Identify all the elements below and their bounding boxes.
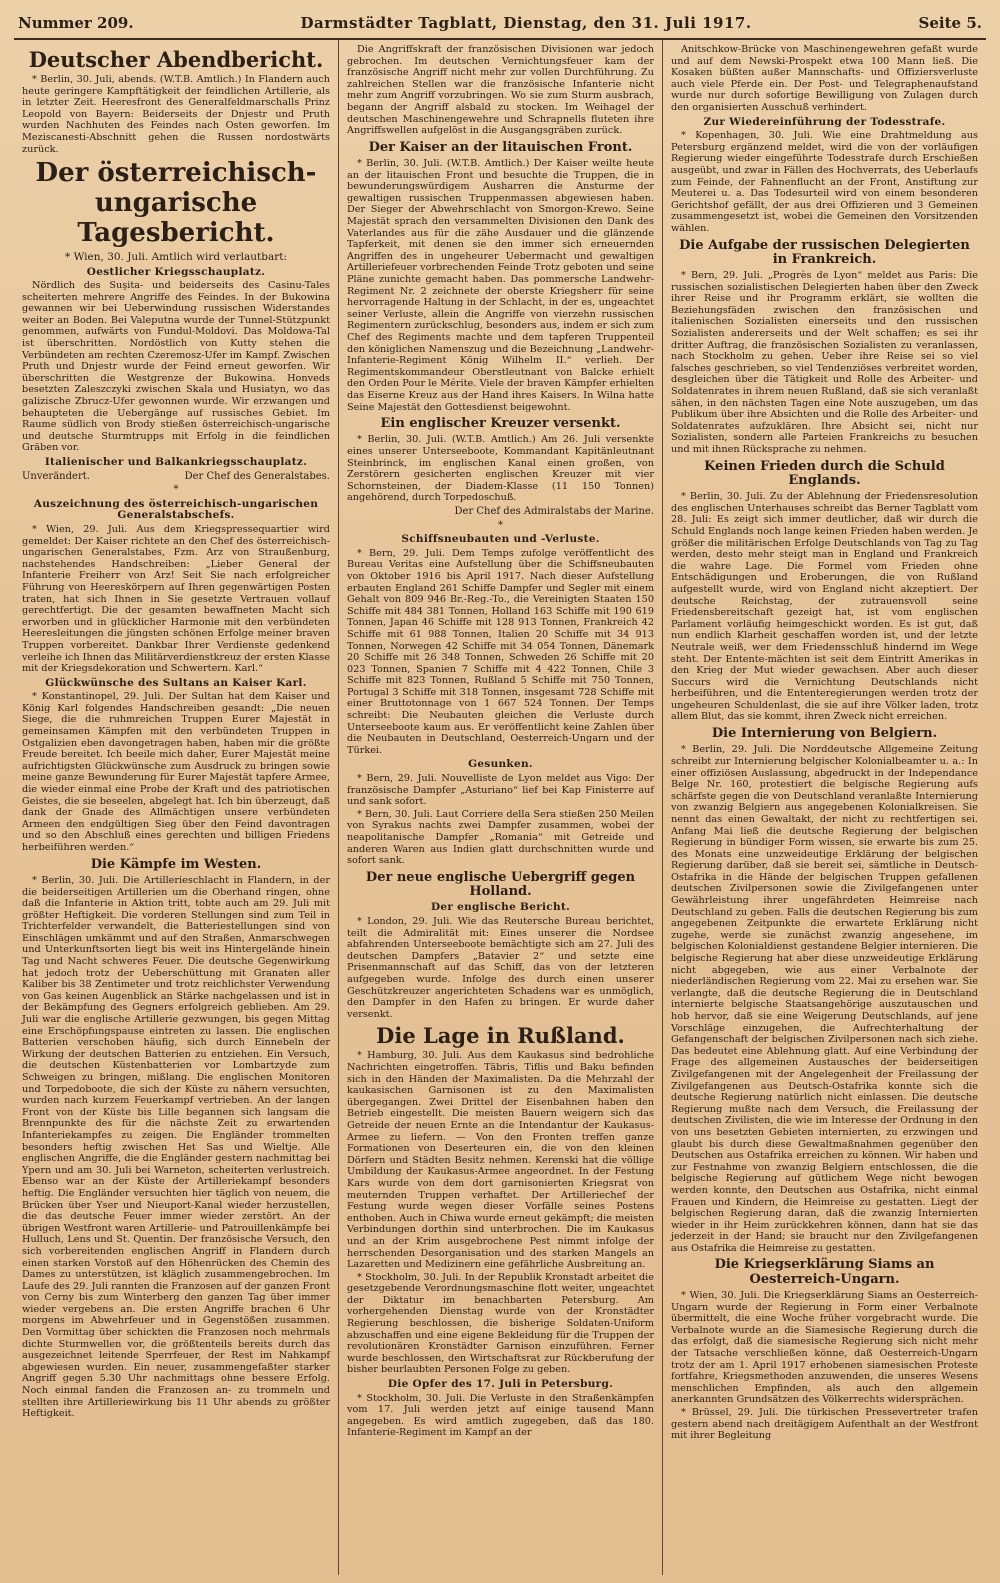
signature-admiralstab: Der Chef des Admiralstabs der Marine. xyxy=(454,505,654,517)
article-gesunken-romania: * Bern, 30. Juli. Laut Corriere della Sera stießen 250 Meilen von Syrakus nachts zwei Dampfer zusammen, wobei der neapolitanische Dampfer „Romania“ mit Getreide und anderen Waren aus Indien glatt durchschnitten wurde und sofort sank. xyxy=(347,808,654,867)
separator-star: * xyxy=(173,484,179,496)
article-lage-russland: * Hamburg, 30. Juli. Aus dem Kaukasus sind bedrohliche Nachrichten eingetroffen. Täbris, Tiflis und Baku befinden sich in den Händen der Maximalisten. Da die Mehrzahl der kaukasischen Garnisonen ist zu den Maximalisten übergegangen. Zwei Drittel der Eisenbahnen haben den Betrieb eingestellt. Die meisten Bauern weigern sich das Getreide der neuen Ernte an die Intendantur der Kaukasus-Armee zu liefern. — Von den Fronten treffen ganze Formationen von Deserteuren ein, die von den kleinen Dörfern und Städten Besitz nehmen. Kerenski hat die völlige Umbildung der Kaukasus-Armee angeordnet. In der Festung Kars wurde von dem dort garnisonierten Kriegsrat von meuternden Truppen verhaftet. Der Artilleriechef der Festung wurde wegen dieser Vorfälle seines Postens enthoben. Auch in Chiwa wurde erneut gekämpft; die meisten Verbindungen dorthin sind unterbrochen. Die im Kaukasus und an der Krim ausgebrochene Pest nimmt infolge der herrschenden Desorganisation und des starken Mangels an Lazaretten und Medizinern eine gefährliche Ausbreitung an. xyxy=(347,1050,654,1271)
column-left xyxy=(14,40,338,1575)
signature-row xyxy=(22,471,330,483)
article-columns xyxy=(14,40,986,1575)
article-schiffsneubauten: * Bern, 29. Juli. Dem Temps zufolge veröffentlicht des Bureau Veritas eine Aufstellung über die Schiffsneubauten von Oktober 1916 bis April 1917. Nach dieser Aufstellung erbauten England 261 Schiffe Dampfer und Segler mit einem Gehalt von 809 946 Br.-Reg.-To., die Vereinigten Staaten 150 Schiffe mit 484 381 Tonnen, Holland 163 Schiffe mit 190 619 Tonnen, Japan 46 Schiffe mit 128 913 Tonnen, Frankreich 42 Schiffe mit 61 988 Tonnen, Italien 20 Schiffe mit 34 913 Tonnen, Norwegen 42 Schiffe mit 34 054 Tonnen, Dänemark 20 Schiffe mit 26 348 Tonnen, Schweden 26 Schiffe mit 20 023 Tonnen, Spanien 7 Schiffe mit 4 422 Tonnen, Chile 3 Schiffe mit 823 Tonnen, Rußland 5 Schiffe mit 750 Tonnen, Portugal 3 Schiffe mit 318 Tonnen, insgesamt 728 Schiffe mit einer Bruttotonnage von 1 667 524 Tonnen. Der Temps schreibt: Die Neubauten gleichen die Verluste durch Unterseeboote kaum aus. Er veröffentlicht keine Zahlen über die Neubauten in Deutschland, Oesterreich-Ungarn und der Türkei. xyxy=(347,547,654,756)
headline-schiffsneubauten: Schiffsneubauten und -Verluste. xyxy=(401,533,600,546)
article-continuation-petersburg: Anitschkow-Brücke von Maschinengewehren gefaßt wurde und auf dem Newski-Prospekt etwa 100 Mann ließ. Die Kosaken büßten außer Mannschafts- und Offiziersverluste auch viele Pferde ein. Der Post- und Telegraphenaufstand wurde nur durch sofortige Bewilligung von Zulagen durch den organisierten Ausschuß verhindert. xyxy=(671,44,978,113)
masthead xyxy=(14,10,986,40)
article-kaiser-litauen: * Berlin, 30. Juli. (W.T.B. Amtlich.) Der Kaiser weilte heute an der litauischen Front und besuchte die Truppen, die in bewunderungswürdigem Ausharren die Ansturme der gewaltigen russischen Truppenmassen abgewiesen haben. Der Sieger der Abwehrschlacht von Smorgon-Krewo. Seine Majestät sprach den versammelten Divisionen den Dank des Vaterlandes aus für die zähe Ausdauer und die glänzende Tapferkeit, mit denen sie den immer sich erneuernden Angriffen des in ungeheurer Uebermacht und gewaltigen Artilleriefeuer vorbrechenden Feinde Trotz geboten und seine Pläne zunichte gemacht haben. Das pommersche Landwehr-Regiment Nr. 2 zeichnete der oberste Kriegsherr für seine hervorragende Haltung in der Schlacht, in der es, ungeachtet seiner Verluste, allein die Angriffe von vierzehn russischen Regimentern zurückschlug, besonders aus, indem er sich zum Chef des Regiments machte und dem tapferen Truppenteil den königlichen Namenszug und die Bezeichnung „Landwehr-Infanterie-Regiment König Wilhelm II.“ verlieh. Der Regimentskommandeur Oberstleutnant von Balcke erhielt den Orden Pour le Mérite. Viele der braven Kämpfer erhielten das Eiserne Kreuz aus der Hand ihres Kaisers. In Wilna hatte Seine Majestät den Gottesdienst beigewohnt. xyxy=(347,158,654,413)
page-number: Seite 5. xyxy=(918,14,982,32)
headline-todesstrafe: Zur Wiedereinführung der Todesstrafe. xyxy=(703,115,946,128)
dateline-wien: * Wien, 30. Juli. Amtlich wird verlautbart: xyxy=(64,250,287,263)
headline-schuld-englands: Keinen Frieden durch die Schuld Englands. xyxy=(704,458,945,488)
headline-sultan-glueckwuensche: Glückwünsche des Sultans an Kaiser Karl. xyxy=(45,676,307,689)
article-todesstrafe: * Kopenhagen, 30. Juli. Wie eine Drahtmeldung aus Petersburg ergänzend meldet, wird die von der vorläufigen Regierung wieder eingeführte Todesstrafe durch Erschießen ausgeübt, und zwar in Fällen des Hochverrats, des Ueberlaufs zum Feinde, der Fahnenflucht an der Front, Anstiftung zur Meuterei u. a. Das Todesurteil wird von einem besonderen Gerichtshof gefällt, der aus drei Offizieren und 3 Gemeinen zusammengesetzt ist, wobei die Gemeinen den Vorsitzenden wählen. xyxy=(671,130,978,234)
headline-oesterreich-tagesbericht: Der österreichisch-ungarische Tagesbericht. xyxy=(35,158,317,249)
signature-generalstab: Der Chef des Generalstabes. xyxy=(184,470,330,482)
headline-russische-delegierte: Die Aufgabe der russischen Delegierten in Frankreich. xyxy=(679,237,970,267)
headline-auszeichnung: Auszeichnung des österreichisch-ungarischen Generalstabschefs. xyxy=(33,497,319,522)
headline-gesunken: Gesunken. xyxy=(468,758,533,771)
article-opfer-petersburg: * Stockholm, 30. Juli. Die Verluste in den Straßenkämpfen vom 17. Juli werden jetzt auf einige tausend Mann angegeben. Es wird amtlich zugegeben, daß das 180. Infanterie-Regiment im Kampf an der xyxy=(347,1392,654,1439)
headline-uebergriff-holland: Der neue englische Uebergriff gegen Holland. xyxy=(365,869,636,900)
article-kriegserklaerung-siam: * Wien, 30. Juli. Die Kriegserklärung Siams an Oesterreich-Ungarn wurde der Regierung in Form einer Verbalnote übermittelt, die eine Woche früher vorgebracht wurde. Die Verbalnote wurde an die Siamesische Regierung durch die das erfolgt, daß die siamesische Regierung sich nicht mehr der Tatsache verschließen könne, daß Oesterreich-Ungarn trotz der am 1. April 1917 erhobenen siamesischen Proteste fortfahre, Kriegsmethoden anzuwenden, die unseres Wesens menschlichen Empfinden, als auch den allgemein anerkannten Grundsätzen des Völkerrechts widersprächen. xyxy=(671,1290,978,1406)
article-internierung-belgier: * Berlin, 29. Juli. Die Norddeutsche Allgemeine Zeitung schreibt zur Internierung belgischer Kolonialbeamter u. a.: In einer offiziösen Auslassung, abgedruckt in der Independance Belge Nr. 160, protestiert die belgische Regierung aufs schärfste gegen die von Deutschland veranlaßte Internierung von zwanzig Belgiern aus angegebenen Kolonialkreisen. Sie nennt das einen Gewaltakt, der nicht zu rechtfertigen sei. Anfang Mai ließ die deutsche Regierung der belgischen Regierung in bündiger Form wissen, sie erwarte bis zum 25. des Monats eine unzweideutige Erklärung der belgischen Regierung darüber, daß sie bereit sei, sämtliche in Deutsch-Ostafrika in die Hände der belgischen Truppen gefallenen deutschen Zivilpersonen sowie die Zivilgefangenen unter Gewährleistung ihrer ungefährdeten Heimreise nach Deutschland zu geben. Falls die deutschen Regierung bis zum angegebenen Zeitpunkte die erwartete Erklärung nicht zugehe, werde sie zunächst zwanzig angesehene, im belgischen Kolonialdienst gestandene Belgier internieren. Die belgische Regierung hat aber diese unzweideutige Erklärung nicht abgegeben, wie aus einer Verbalnote der niederländischen Regierung vom 22. Mai zu ersehen war. Sie verlangte, daß die deutsche Regierung die in Deutschland internierte belgische Staatsangehörige auszutauschen und hob hervor, daß sie eine Weigerung Deutschlands, auf jene Vorschläge einzugehen, die Aufrechterhaltung der Gefangenschaft der belgischen Zivilpersonen nach sich ziehe. Das bedeutet eine Ablehnung glatt. Auf eine Verbindung der Frage des allgemeinen Austausches der beiderseitigen Zivilgefangenen mit der Angelegenheit der Freilassung der Zivilgefangenen aus Deutsch-Ostafrika konnte sich die deutsche Regierung natürlich nicht einlassen. Die deutsche Regierung mußte nach dem Versuch, die Freilassung der deutschen Zivilisten, die wie im Interesse der Ordnung in den von uns besetzten Gebieten internierten, zu erzwingen und glaubt bis durch diese Gewaltmaßnahmen gegenüber den Deutschen aus Ostafrika erreichen zu können. Wir haben und zur Festnahme von zwanzig Belgiern entschlossen, die die belgische Regierung auf gütlichem Wege nicht bewogen werden konnte, den Deutschen aus Ostafrika, nicht einmal Frauen und Kindern, die Heimreise zu gestatten. Liegt der belgischen Regierung daran, daß die zwanzig Internierten wieder in ihr Heim zurückkehren können, dann hat sie das jederzeit in der Hand; sie braucht nur den Zivilgefangenen aus Ostafrika die Heimreise zu gestatten. xyxy=(671,744,978,1254)
article-tuerkische-presse: * Brüssel, 29. Juli. Die türkischen Pressevertreter trafen gestern abend nach dreitägigem Aufenthalt an der Westfront mit ihrer Begleitung xyxy=(671,1407,978,1442)
article-schuld-englands: * Berlin, 30. Juli. Zu der Ablehnung der Friedensresolution des englischen Unterhauses schreibt das Berner Tagblatt vom 28. Juli: Es zeigt sich immer deutlicher, daß wir durch die Schuld Englands noch lange keinen Frieden haben werden. Je größer die militärischen Erfolge Deutschlands von Tag zu Tag werden, desto mehr steigt man in England und Frankreich die wahre Lage. Die Formel vom Frieden ohne Entschädigungen und Eroberungen, die von Rußland aufgestellt wurde, wird von England nicht akzeptiert. Der deutsche Reichstag, der zutrauensvoll seine Friedensbereitschaft gezeigt hat, ist vom englischen Parlament vorläufig heimgeschickt worden. Es ist gut, daß nun endlich Klarheit geschaffen worden ist, und der letzte Neutrale weiß, wer dem Friedensschluß hindernd im Wege steht. Der Entente-mächten ist seit dem Eintritt Amerikas in den Krieg der Mut wieder gewachsen. Aber auch dieser Succurs wird die Vernichtung Deutschlands nicht herbeiführen, und die Ententeregierungen werden trotz der ungeheuren Schuldenlast, die sie auf ihre Völker laden, trotz allem Blut, das sie kommt, ihren Zweck nicht erreichen. xyxy=(671,491,978,723)
headline-kaempfe-westen: Die Kämpfe im Westen. xyxy=(90,856,262,872)
article-oestlicher-kriegsschauplatz: Nördlich des Suşita- und beiderseits des Casinu-Tales scheiterten mehrere Angriffe des Feindes. In der Bukowina gewannen wir bei Ueberwindung russischen Widerstandes weiter an Boden. Bei Valeputna wurde der Tunnel-Stützpunkt genommen, aufwärts von Fundul-Moldovi. Das Moldowa-Tal ist überschritten. Nordöstlich von Kutty stehen die Verbündeten am rechten Czeremosz-Ufer im Kampf. Zwischen Pruth und Dnjestr wurde der Feind erneut geworfen. Wir überschritten die Westgrenze der Bukowina. Honveds besetzten Zaleszczyki zwischen Skala und Husiatyn, wo das galizische Zbrucz-Ufer gewonnen wurde. Wir erzwangen und behaupteten die Uebergänge auf russisches Gebiet. Im Raume südlich von Brody stießen österreichisch-ungarische und deutsche Sturmtrupps mit Erfolg in die feindlichen Gräben vor. xyxy=(22,280,330,454)
article-russische-delegierte: * Bern, 29. Juli. „Progrès de Lyon“ meldet aus Paris: Die russischen sozialistischen Delegierten haben über den Zweck ihrer Reise und ihr Programm erklärt, sie wollten die Beziehungsfäden zwischen den französischen und italienischen Sozialisten einerseits und den russischen Sozialisten andererseits und der Welt schaffen; es sei ihr dritter Auftrag, die französischen Sozialisten zu veranlassen, nach Stockholm zu gehen. Ueber ihre Reise sei so viel falsches geschrieben, so viel Tendenziöses verbreitet worden, desgleichen über die Tätigkeit und Rolle des Arbeiter- und Soldatenrates in ihrem neuen Rußland, daß sie sich veranlaßt sähen, in den nächsten Tagen eine Note auszugeben, um das Publikum über ihre Absichten und die Rolle des Arbeiter- und Soldatenrates aufzuklären. Ihre Absicht sei, nicht nur Sozialisten, sondern alle Parteien Frankreichs zu besuchen und mit ihnen Rücksprache zu nehmen. xyxy=(671,270,978,455)
headline-kriegserklaerung-siam: Die Kriegserklärung Siams an Oesterreich-Ungarn. xyxy=(714,1257,935,1287)
article-continuation-westen: Die Angriffskraft der französischen Divisionen war jedoch gebrochen. Im deutschen Vernichtungsfeuer kam der französische Angriff nicht mehr zur vollen Durchführung. Zu zahlreichen Stellen war die französische Infanterie nicht mehr zum Angriff vorzubringen. Wo sie zum Sturm ausbrach, begann der Angriff alsbald zu stocken. Im Weihagel der deutschen Maschinengewehre und Schrapnells fluteten ihre Angriffswellen aufgelöst in die Ausgangsgräben zurück. xyxy=(347,44,654,137)
article-abendbericht: * Berlin, 30. Juli, abends. (W.T.B. Amtlich.) In Flandern auch heute geringere Kampftätigkeit der feindlichen Artillerie, als in letzter Zeit. Heeresfront des Generalfeldmarschalls Prinz Leopold von Bayern: Beiderseits der Dnjestr und Pruth wurden Nachhuten des Feindes nach Osten geworfen. Im Meziscanesti-Abschnitt gehen die Russen nordostwärts zurück. xyxy=(22,74,330,155)
column-middle xyxy=(338,40,662,1575)
article-gesunken-asturiano: * Bern, 29. Juli. Nouvelliste de Lyon meldet aus Vigo: Der französische Dampfer „Asturiano“ lief bei Kap Finisterre auf und sank sofort. xyxy=(347,773,654,808)
article-kronstadt: * Stockholm, 30. Juli. In der Republik Kronstadt arbeitet die gesetzgebende Verordnungsmaschine flott weiter, ungeachtet der Diktatur im benachbarten Petersburg. Am vorhergehenden Dienstag wurde von der Kronstädter Regierung beschlossen, die bisherige Soldaten-Uniform abzuschaffen und eine eigene Bekleidung für die Truppen der revolutionären Kronstädter Garnison einzuführen. Ferner wurde beschlossen, den Wirtschaftsrat zur Rückberufung der bisher beurlaubten Personen Folge zu geben. xyxy=(347,1271,654,1376)
article-kreuzer-versenkt: * Berlin, 30. Juli. (W.T.B. Amtlich.) Am 26. Juli versenkte eines unserer Unterseeboote, Kommandant Kapitänleutnant Steinbrinck, im englischen Kanal einen großen, von Zerstörern gesicherten englischen Kreuzer mit vier Schornsteinen, der Diadem-Klasse (11 150 Tonnen) angehörend, durch Torpedoschuß. xyxy=(347,434,654,504)
article-auszeichnung: * Wien, 29. Juli. Aus dem Kriegspressequartier wird gemeldet: Der Kaiser richtete an den Chef des österreichisch-ungarischen Generalstabes, Fzm. Arz von Straußenburg, nachstehendes Handschreiben: „Lieber General der Infanterie Freiherr von Arz! Seit Sie nach erfolgreicher Führung von Heereskörpern auf Ihren gegenwärtigen Posten traten, hat sich Ihnen in Sie gesetzte Vertrauen vollauf gerechtfertigt. Die der gesamten bewaffneten Macht sich erworben und in glücklicher Harmonie mit den verbündeten Heeresleitungen die jüngsten schönen Erfolge meiner braven Truppen vorbereitet. Dankbar Ihrer Verdienste gedenkend verleihe ich Ihnen das Militärverdienstkreuz der ersten Klasse mit der Kriegsdekoration und Schwertern. Karl.“ xyxy=(22,523,330,675)
subhead-oestlicher-kriegsschauplatz: Oestlicher Kriegsschauplatz. xyxy=(86,265,266,278)
issue-number: Nummer 209. xyxy=(18,14,134,32)
article-sultan-glueckwuensche: * Konstantinopel, 29. Juli. Der Sultan hat dem Kaiser und König Karl folgendes Handschreiben gesandt: „Die neuen Siege, die die ruhmreichen Truppen Eurer Majestät in gemeinsamen Kämpfen mit den verbündeten Truppen in Ostgalizien eben davongetragen haben, haben mir die größte Freude bereitet. Ich beeile mich daher, Eurer Majestät meine aufrichtigsten Glückwünsche zum Ausdruck zu bringen sowie meine ganze Bewunderung für Eurer Majestät tapfere Armee, die wieder einmal eine Probe der Kraft und des patriotischen Geistes, die sie beseelen, abgelegt hat. Ich bin überzeugt, daß dank der Gnade des Allmächtigen unsere verbündeten Armeen den endgültigen Sieg über den Feind davontragen und so den Abschluß eines gerechten und billigen Friedens herbeiführen werden.“ xyxy=(22,691,330,854)
article-uebergriff-holland: * London, 29. Juli. Wie das Reutersche Bureau berichtet, teilt die Admiralität mit: Eines unserer die Nordsee abfahrenden Unterseeboote bemächtigte sich am 27. Juli des deutschen Dampfers „Batavier 2“ und setzte eine Prisenmannschaft auf das Schiff, das von der letzteren aufgegeben wurde. Infolge des durch einen unserer Geschützkreuzer angerichteten Schadens war es unmöglich, den Dampfer in den Hafen zu bringen. Er wurde daher versenkt. xyxy=(347,915,654,1020)
article-kaempfe-westen: * Berlin, 30. Juli. Die Artillerieschlacht in Flandern, in der die beiderseitigen Artillerien um die Oberhand ringen, ohne daß die Infanterie in Aktion tritt, tobte auch am 29. Juli mit größter Heftigkeit. Die vorderen Stellungen sind zum Teil in Trichterfelder verwandelt, die Batteriestellungen sind von Einschlägen umkämmt und auf den Straßen, Anmarschwegen und Unterkunftsorten liegt bis weit ins Hintergelände hinein Tag und Nacht schweres Feuer. Die deutsche Gegenwirkung hat jedoch trotz der Ueberschüttung mit Granaten aller Kaliber bis 38 Zentimeter und trotz reichlichster Verwendung von Gas keinen Augenblick an Stärke nachgelassen und ist in der Bekämpfung des Gegners erfolgreich geblieben. Am 29. Juli war die englische Artillerie gezwungen, bis gegen Mittag eine Erschöpfungspause eintreten zu lassen. Die englischen Batterien verschoben häufig, sich durch Einnebeln der Wirkung der deutschen Batterien zu entziehen. Ein Versuch, die deutschen Küstenbatterien vor Lombartzyde zum Schweigen zu bringen, mißlang. Die englischen Monitoren und Torpedoboote, die sich der Küste zu nähern versuchten, wurden nach kurzem Feuerkampf vertrieben. An der langen Front von der Küste bis Lille begannen sich langsam die Brennpunkte des für die nächste Zeit zu erwartenden Infanteriekampfes zu zeigen. Die Engländer trommelten besonders heftig zwischen Het Sas und Wieltje. Alle englischen Angriffe, die die Engländer gestern nachmittag bei Ypern und am 30. Juli bei Warneton, scheiterten verlustreich. Ebenso war an der Küste der Artilleriekampf besonders heftig. Die Engländer versuchten hier täglich von neuem, die Brücken über Yser und Nieuport-Kanal wieder herzustellen, die das deutsche Feuer immer wieder zerstört. An der übrigen Westfront waren Artillerie- und Patrouillenkämpfe bei Hulluch, Lens und St. Quentin. Der französische Versuch, den sich vorbereitenden englischen Angriff in Flandern durch einen starken Vorstoß auf den Höhenrücken des Chemin des Dames zu unterstützen, ist kläglich zusammengebrochen. Im Laufe des 29. Juli rannten die Franzosen auf der ganzen Front von Cerny bis zum Winterberg den ganzen Tag über immer wieder vergebens an. Die ersten Angriffe brachen 6 Uhr morgens im Abwehrfeuer und in Gegenstößen zusammen. Den Vormittag über schickten die Franzosen noch mehrmals dichte Sturmwellen vor, die größtenteils bereits durch das ausgezeichnet leitende Sperrfeuer, der Rest im Nahkampf abgewiesen wurden. Ein neuer, zusammengefaßter starker Angriff gegen 5.30 Uhr nachmittags ohne bessere Erfolg. Noch einmal fanden die Franzosen an- zu trommeln und stellten ihre Artilleriewirkung bis 11 Uhr abends zu größter Heftigkeit. xyxy=(22,874,330,1420)
headline-kaiser-litauen: Der Kaiser an der litauischen Front. xyxy=(368,139,633,155)
subhead-englischer-bericht: Der englische Bericht. xyxy=(430,901,571,914)
paper-title-date: Darmstädter Tagblatt, Dienstag, den 31. Juli 1917. xyxy=(300,14,752,32)
subhead-italien-balkan: Italienischer und Balkankriegsschauplatz. xyxy=(44,456,308,469)
headline-kreuzer-versenkt: Ein englischer Kreuzer versenkt. xyxy=(380,416,621,432)
status-unveraendert: Unverändert. xyxy=(22,470,90,482)
headline-abendbericht: Deutscher Abendbericht. xyxy=(28,47,324,72)
headline-lage-russland: Die Lage in Rußland. xyxy=(376,1023,625,1049)
column-right xyxy=(662,40,986,1575)
headline-opfer-petersburg: Die Opfer des 17. Juli in Petersburg. xyxy=(387,1378,614,1391)
headline-internierung-belgier: Die Internierung von Belgiern. xyxy=(711,726,938,742)
separator-star: * xyxy=(498,519,503,531)
